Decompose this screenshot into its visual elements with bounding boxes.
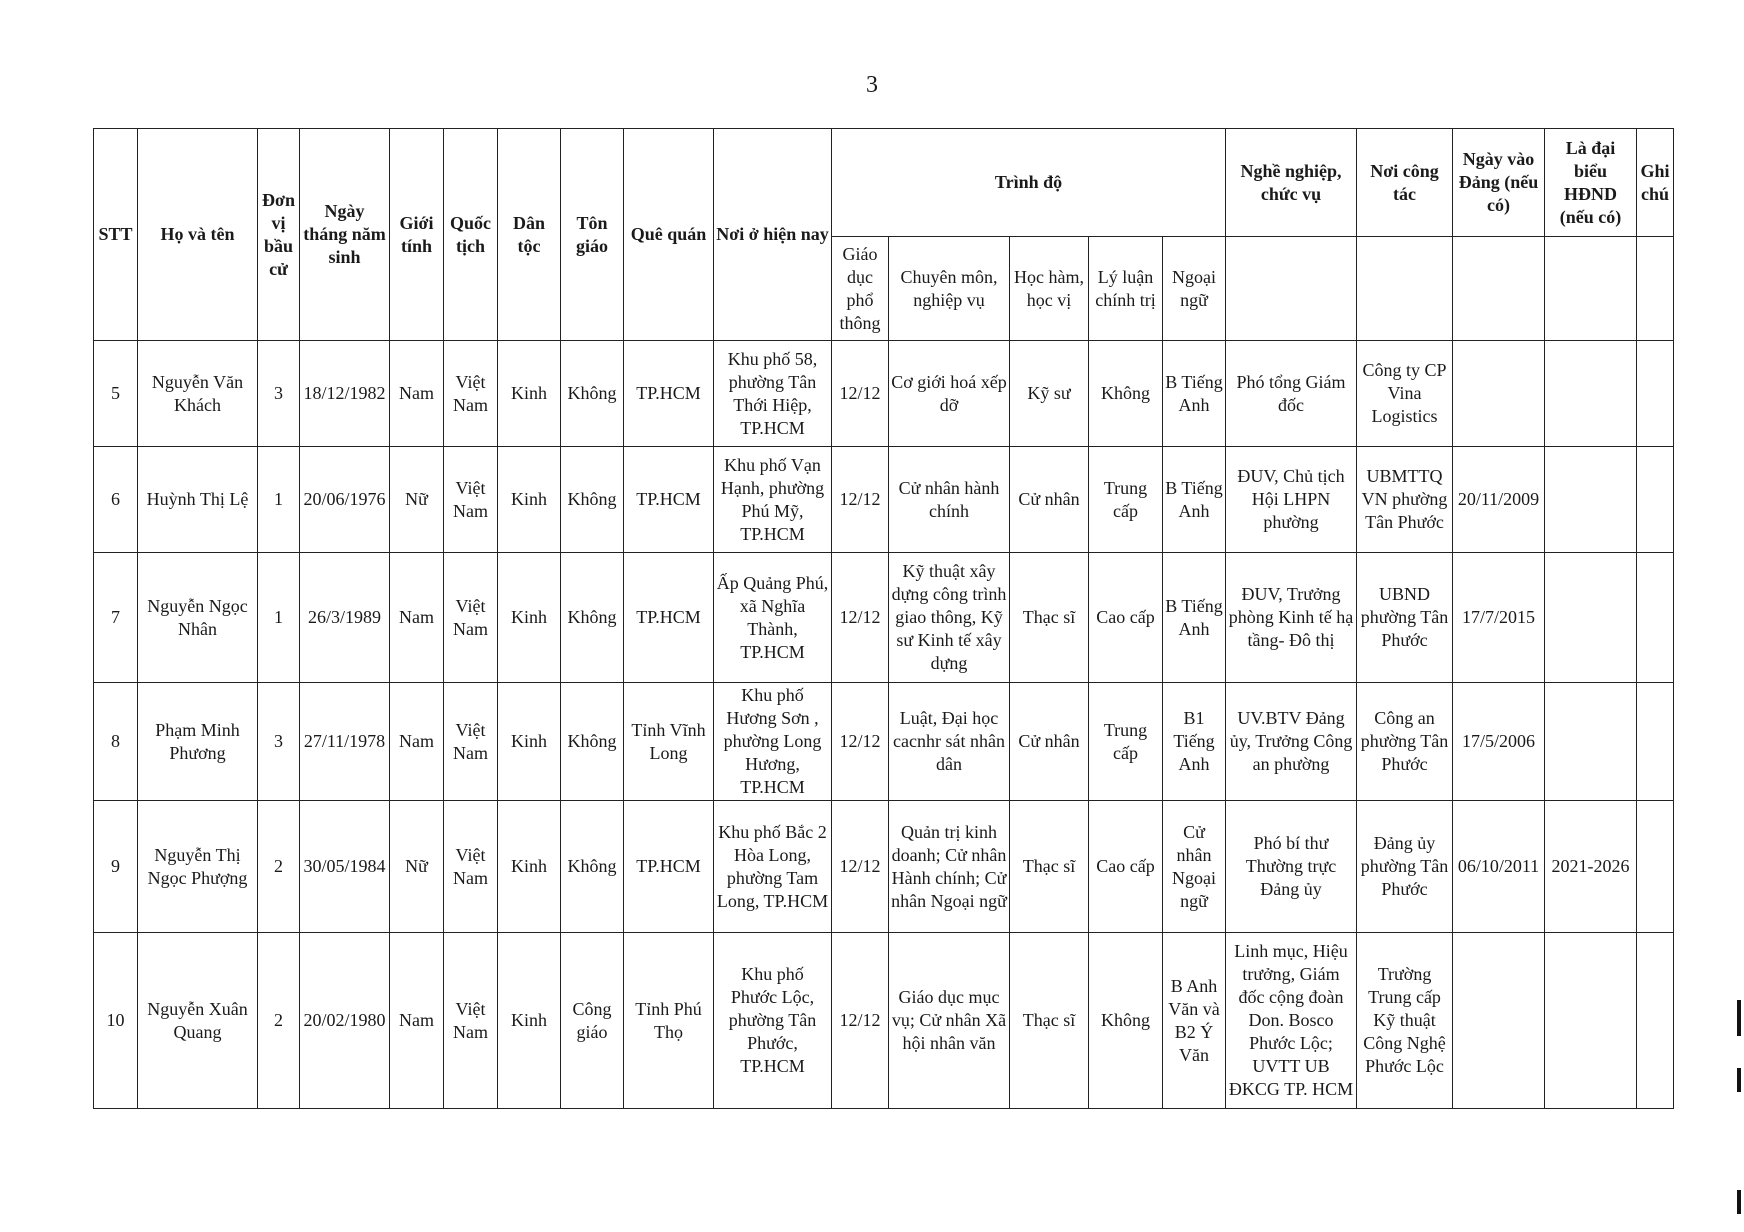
cell-hometown: TP.HCM: [624, 801, 714, 933]
subheader-occupation-blank: [1226, 237, 1357, 341]
cell-specialty: Kỹ thuật xây dựng công trình giao thông, Kỹ sư Kinh tế xây dựng: [889, 553, 1010, 683]
cell-unit: 1: [258, 447, 300, 553]
scan-edge-mark: [1737, 1190, 1741, 1214]
cell-note: [1637, 341, 1674, 447]
table-header: [94, 129, 1674, 341]
cell-language: B1 Tiếng Anh: [1163, 683, 1226, 801]
cell-council: [1545, 447, 1637, 553]
cell-specialty: Quản trị kinh doanh; Cử nhân Hành chính; Cử nhân Ngoại ngữ: [889, 801, 1010, 933]
cell-religion: Không: [561, 801, 624, 933]
cell-workplace: Công an phường Tân Phước: [1357, 683, 1453, 801]
cell-degree: Kỹ sư: [1010, 341, 1089, 447]
cell-politics: Không: [1089, 933, 1163, 1109]
cell-name: Nguyễn Văn Khách: [138, 341, 258, 447]
cell-residence: Khu phố Hương Sơn , phường Long Hương, TP.HCM: [714, 683, 832, 801]
cell-specialty: Luật, Đại học cacnhr sát nhân dân: [889, 683, 1010, 801]
header-dob: Ngày tháng năm sinh: [300, 129, 390, 341]
cell-unit: 2: [258, 801, 300, 933]
cell-party-date: [1453, 933, 1545, 1109]
cell-name: Phạm Minh Phương: [138, 683, 258, 801]
subheader-workplace-blank: [1357, 237, 1453, 341]
scan-edge-mark: [1737, 1068, 1741, 1092]
cell-note: [1637, 683, 1674, 801]
cell-dob: 18/12/1982: [300, 341, 390, 447]
cell-name: Huỳnh Thị Lệ: [138, 447, 258, 553]
header-party-date: Ngày vào Đảng (nếu có): [1453, 129, 1545, 237]
cell-hometown: TP.HCM: [624, 447, 714, 553]
cell-name: Nguyễn Ngọc Nhân: [138, 553, 258, 683]
cell-occupation: Phó tổng Giám đốc: [1226, 341, 1357, 447]
cell-residence: Ấp Quảng Phú, xã Nghĩa Thành, TP.HCM: [714, 553, 832, 683]
candidate-table: [93, 128, 1674, 1109]
cell-degree: Thạc sĩ: [1010, 801, 1089, 933]
cell-nationality: Việt Nam: [444, 801, 498, 933]
cell-dob: 30/05/1984: [300, 801, 390, 933]
cell-party-date: 20/11/2009: [1453, 447, 1545, 553]
cell-ethnicity: Kinh: [498, 341, 561, 447]
cell-general-education: 12/12: [832, 341, 889, 447]
cell-workplace: UBND phường Tân Phước: [1357, 553, 1453, 683]
table-body: [94, 341, 1674, 1109]
cell-nationality: Việt Nam: [444, 341, 498, 447]
cell-unit: 3: [258, 341, 300, 447]
cell-workplace: Đảng ủy phường Tân Phước: [1357, 801, 1453, 933]
cell-residence: Khu phố Phước Lộc, phường Tân Phước, TP.HCM: [714, 933, 832, 1109]
cell-religion: Không: [561, 341, 624, 447]
cell-politics: Trung cấp: [1089, 683, 1163, 801]
header-religion: Tôn giáo: [561, 129, 624, 341]
cell-hometown: TP.HCM: [624, 341, 714, 447]
cell-party-date: 06/10/2011: [1453, 801, 1545, 933]
header-ethnicity: Dân tộc: [498, 129, 561, 341]
cell-council: [1545, 933, 1637, 1109]
cell-ethnicity: Kinh: [498, 553, 561, 683]
cell-language: B Tiếng Anh: [1163, 553, 1226, 683]
cell-party-date: 17/7/2015: [1453, 553, 1545, 683]
header-residence: Nơi ở hiện nay: [714, 129, 832, 341]
cell-stt: 9: [94, 801, 138, 933]
cell-specialty: Cơ giới hoá xếp dỡ: [889, 341, 1010, 447]
cell-stt: 8: [94, 683, 138, 801]
cell-stt: 5: [94, 341, 138, 447]
cell-gender: Nam: [390, 553, 444, 683]
cell-religion: Không: [561, 553, 624, 683]
cell-occupation: ĐUV, Trưởng phòng Kinh tế hạ tầng- Đô thị: [1226, 553, 1357, 683]
cell-politics: Không: [1089, 341, 1163, 447]
table-row: [94, 801, 1674, 933]
cell-nationality: Việt Nam: [444, 683, 498, 801]
subheader-specialty: Chuyên môn, nghiệp vụ: [889, 237, 1010, 341]
cell-dob: 20/06/1976: [300, 447, 390, 553]
cell-degree: Thạc sĩ: [1010, 553, 1089, 683]
table-row: [94, 447, 1674, 553]
cell-note: [1637, 801, 1674, 933]
cell-council: 2021-2026: [1545, 801, 1637, 933]
cell-nationality: Việt Nam: [444, 553, 498, 683]
cell-residence: Khu phố Vạn Hạnh, phường Phú Mỹ, TP.HCM: [714, 447, 832, 553]
cell-dob: 20/02/1980: [300, 933, 390, 1109]
cell-party-date: [1453, 341, 1545, 447]
cell-general-education: 12/12: [832, 683, 889, 801]
table-row: [94, 341, 1674, 447]
subheader-degree: Học hàm, học vị: [1010, 237, 1089, 341]
cell-occupation: Phó bí thư Thường trực Đảng ủy: [1226, 801, 1357, 933]
cell-politics: Cao cấp: [1089, 553, 1163, 683]
cell-residence: Khu phố 58, phường Tân Thới Hiệp, TP.HCM: [714, 341, 832, 447]
cell-workplace: Công ty CP Vina Logistics: [1357, 341, 1453, 447]
header-council: Là đại biểu HĐND (nếu có): [1545, 129, 1637, 237]
header-hometown: Quê quán: [624, 129, 714, 341]
cell-occupation: UV.BTV Đảng ủy, Trưởng Công an phường: [1226, 683, 1357, 801]
cell-degree: Thạc sĩ: [1010, 933, 1089, 1109]
cell-gender: Nam: [390, 341, 444, 447]
cell-hometown: Tỉnh Phú Thọ: [624, 933, 714, 1109]
subheader-note-blank: [1637, 237, 1674, 341]
cell-hometown: TP.HCM: [624, 553, 714, 683]
table-row: [94, 933, 1674, 1109]
cell-specialty: Giáo dục mục vụ; Cử nhân Xã hội nhân văn: [889, 933, 1010, 1109]
header-name: Họ và tên: [138, 129, 258, 341]
cell-hometown: Tỉnh Vĩnh Long: [624, 683, 714, 801]
header-note: Ghi chú: [1637, 129, 1674, 237]
cell-ethnicity: Kinh: [498, 683, 561, 801]
cell-gender: Nam: [390, 933, 444, 1109]
cell-ethnicity: Kinh: [498, 801, 561, 933]
cell-degree: Cử nhân: [1010, 447, 1089, 553]
subheader-language: Ngoại ngữ: [1163, 237, 1226, 341]
cell-gender: Nữ: [390, 447, 444, 553]
cell-ethnicity: Kinh: [498, 933, 561, 1109]
cell-note: [1637, 933, 1674, 1109]
cell-gender: Nam: [390, 683, 444, 801]
cell-religion: Công giáo: [561, 933, 624, 1109]
table-row: [94, 683, 1674, 801]
cell-language: Cử nhân Ngoại ngữ: [1163, 801, 1226, 933]
subheader-politics: Lý luận chính trị: [1089, 237, 1163, 341]
cell-unit: 3: [258, 683, 300, 801]
cell-politics: Cao cấp: [1089, 801, 1163, 933]
cell-name: Nguyễn Xuân Quang: [138, 933, 258, 1109]
cell-unit: 2: [258, 933, 300, 1109]
cell-language: B Tiếng Anh: [1163, 447, 1226, 553]
cell-general-education: 12/12: [832, 553, 889, 683]
cell-stt: 6: [94, 447, 138, 553]
cell-workplace: Trường Trung cấp Kỹ thuật Công Nghệ Phước Lộc: [1357, 933, 1453, 1109]
cell-note: [1637, 553, 1674, 683]
cell-name: Nguyễn Thị Ngọc Phượng: [138, 801, 258, 933]
cell-nationality: Việt Nam: [444, 447, 498, 553]
cell-dob: 26/3/1989: [300, 553, 390, 683]
subheader-council-blank: [1545, 237, 1637, 341]
subheader-general: Giáo dục phổ thông: [832, 237, 889, 341]
cell-specialty: Cử nhân hành chính: [889, 447, 1010, 553]
header-stt: STT: [94, 129, 138, 341]
cell-residence: Khu phố Bắc 2 Hòa Long, phường Tam Long, TP.HCM: [714, 801, 832, 933]
table-row: [94, 553, 1674, 683]
cell-degree: Cử nhân: [1010, 683, 1089, 801]
cell-occupation: ĐUV, Chủ tịch Hội LHPN phường: [1226, 447, 1357, 553]
cell-ethnicity: Kinh: [498, 447, 561, 553]
header-workplace: Nơi công tác: [1357, 129, 1453, 237]
cell-council: [1545, 553, 1637, 683]
cell-workplace: UBMTTQ VN phường Tân Phước: [1357, 447, 1453, 553]
cell-stt: 10: [94, 933, 138, 1109]
header-occupation: Nghề nghiệp, chức vụ: [1226, 129, 1357, 237]
cell-general-education: 12/12: [832, 447, 889, 553]
page-number: 3: [866, 72, 878, 98]
cell-language: B Anh Văn và B2 Ý Văn: [1163, 933, 1226, 1109]
cell-religion: Không: [561, 683, 624, 801]
cell-note: [1637, 447, 1674, 553]
header-education: Trình độ: [832, 129, 1226, 237]
cell-politics: Trung cấp: [1089, 447, 1163, 553]
cell-party-date: 17/5/2006: [1453, 683, 1545, 801]
header-nationality: Quốc tịch: [444, 129, 498, 341]
cell-language: B Tiếng Anh: [1163, 341, 1226, 447]
cell-gender: Nữ: [390, 801, 444, 933]
header-gender: Giới tính: [390, 129, 444, 341]
cell-council: [1545, 683, 1637, 801]
cell-council: [1545, 341, 1637, 447]
cell-general-education: 12/12: [832, 933, 889, 1109]
subheader-party-date-blank: [1453, 237, 1545, 341]
cell-nationality: Việt Nam: [444, 933, 498, 1109]
cell-occupation: Linh mục, Hiệu trưởng, Giám đốc cộng đoàn Don. Bosco Phước Lộc; UVTT UB ĐKCG TP. HCM: [1226, 933, 1357, 1109]
header-unit: Đơn vị bầu cử: [258, 129, 300, 341]
cell-unit: 1: [258, 553, 300, 683]
cell-religion: Không: [561, 447, 624, 553]
cell-general-education: 12/12: [832, 801, 889, 933]
cell-stt: 7: [94, 553, 138, 683]
cell-dob: 27/11/1978: [300, 683, 390, 801]
scan-edge-mark: [1737, 1000, 1741, 1036]
